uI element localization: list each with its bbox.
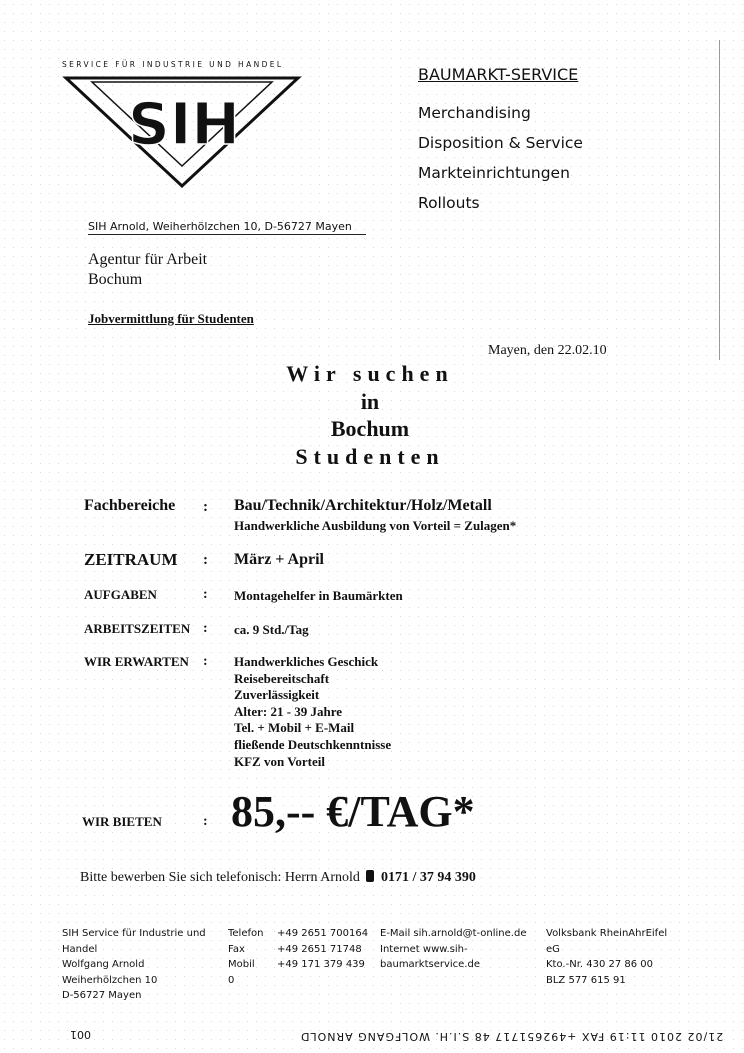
expectations-list [234,654,391,770]
fax-page-number [70,1028,91,1041]
label-wir-erwarten: WIR ERWARTEN [84,654,189,669]
footer-contact-numbers [277,926,368,973]
application-line [80,870,476,886]
logo-initials: SIH [128,90,240,158]
scan-edge-line [719,40,720,360]
headline-line-3: Bochum [330,416,410,441]
label-wir-bieten: WIR BIETEN [82,814,162,829]
footer-contact-number: +49 171 379 439 [277,959,365,970]
service-disposition: Disposition & Service [418,134,583,152]
fax-page-text: 001 [70,1028,91,1041]
note-fachbereiche: Handwerkliche Ausbildung von Vorteil = Zulagen* [234,518,517,533]
service-rollouts: Rollouts [418,194,480,212]
expectation-item: fließende Deutschkenntnisse [234,736,392,752]
fax-header-line: 21/02 2010 11:19 FAX +492651717 48 S.I.H. WOLFGANG ARNOLD [300,1030,724,1043]
footer-bank-line: BLZ 577 615 91 [546,974,626,986]
expectation-item: Handwerkliches Geschick [234,654,379,669]
expectation-item: Tel. + Mobil + E-Mail [234,720,355,736]
footer-company-line: SIH Service für Industrie und Handel [62,928,206,955]
footer-bank-line: Kto.-Nr. 430 27 86 00 [546,959,654,970]
application-phone: 0171 / 37 94 390 [380,870,476,885]
label-arbeitszeiten: ARBEITSZEITEN [84,621,191,636]
footer-company-line: Weiherhölzchen 10 [62,974,158,986]
expectation-item: KFZ von Vorteil [234,753,326,769]
colon: : [203,552,208,568]
label-zeitraum: ZEITRAUM [84,550,178,569]
footer-bank [546,926,667,988]
headline-line-1: Wir suchen [286,361,454,386]
value-fachbereiche: Bau/Technik/Architektur/Holz/Metall [234,497,492,514]
value-zeitraum: März + April [234,551,324,568]
logo-tagline: SERVICE FÜR INDUSTRIE UND HANDEL [62,60,284,69]
footer-contact-labels [228,926,263,988]
footer-company [62,926,212,1004]
footer-company-line: Wolfgang Arnold [62,959,145,970]
recipient-line-2: Bochum [88,271,143,288]
colon: : [203,654,208,669]
application-text: Bitte bewerben Sie sich telefonisch: Herrn Arnold [80,870,360,885]
footer-bank-line: Volksbank RheinAhrEifel [546,928,668,939]
price-per-day: 85,-- €/TAG* [231,787,475,836]
label-fachbereiche: Fachbereiche [84,497,176,514]
label-aufgaben: AUFGABEN [84,587,157,602]
footer-contact-label: Mobil [228,959,255,970]
value-aufgaben: Montagehelfer in Baumärkten [234,588,403,603]
headline-line-2: in [360,389,380,414]
footer-contact-number: +49 2651 71748 [277,943,362,955]
recipient-line-1: Agentur für Arbeit [88,251,208,268]
headline-line-4: Studenten [295,444,445,469]
footer-bank-line: eG [546,943,560,955]
footer-website: Internet www.sih- [380,943,468,955]
sender-line: SIH Arnold, Weiherhölzchen 10, D-56727 Mayen [88,220,366,235]
value-arbeitszeiten: ca. 9 Std./Tag [234,622,309,637]
service-merchandising: Merchandising [418,104,531,122]
expectation-item: Alter: 21 - 39 Jahre [234,703,343,719]
footer-contact-label: Telefon [228,928,264,939]
footer-company-line: D-56727 Mayen [62,990,142,1001]
colon: : [203,621,208,636]
footer-website: baumarktservice.de [380,959,481,970]
footer-contact-label: Fax [228,943,245,955]
phone-icon [366,870,374,882]
subject: Jobvermittlung für Studenten [88,311,254,326]
company-title: BAUMARKT-SERVICE [418,65,579,84]
footer-contact-number: +49 2651 700164 [277,928,369,939]
expectation-item: Reisebereitschaft [234,670,330,686]
service-markteinrichtungen: Markteinrichtungen [418,164,570,182]
footer-contact-label: 0 [228,974,235,986]
colon: : [203,499,208,515]
footer-email: E-Mail sih.arnold@t-online.de [380,928,527,939]
colon: : [203,814,208,829]
colon: : [203,587,208,602]
footer-online [380,926,526,973]
letter-date: Mayen, den 22.02.10 [488,343,607,358]
expectation-item: Zuverlässigkeit [234,687,320,703]
sih-logo [62,70,302,190]
